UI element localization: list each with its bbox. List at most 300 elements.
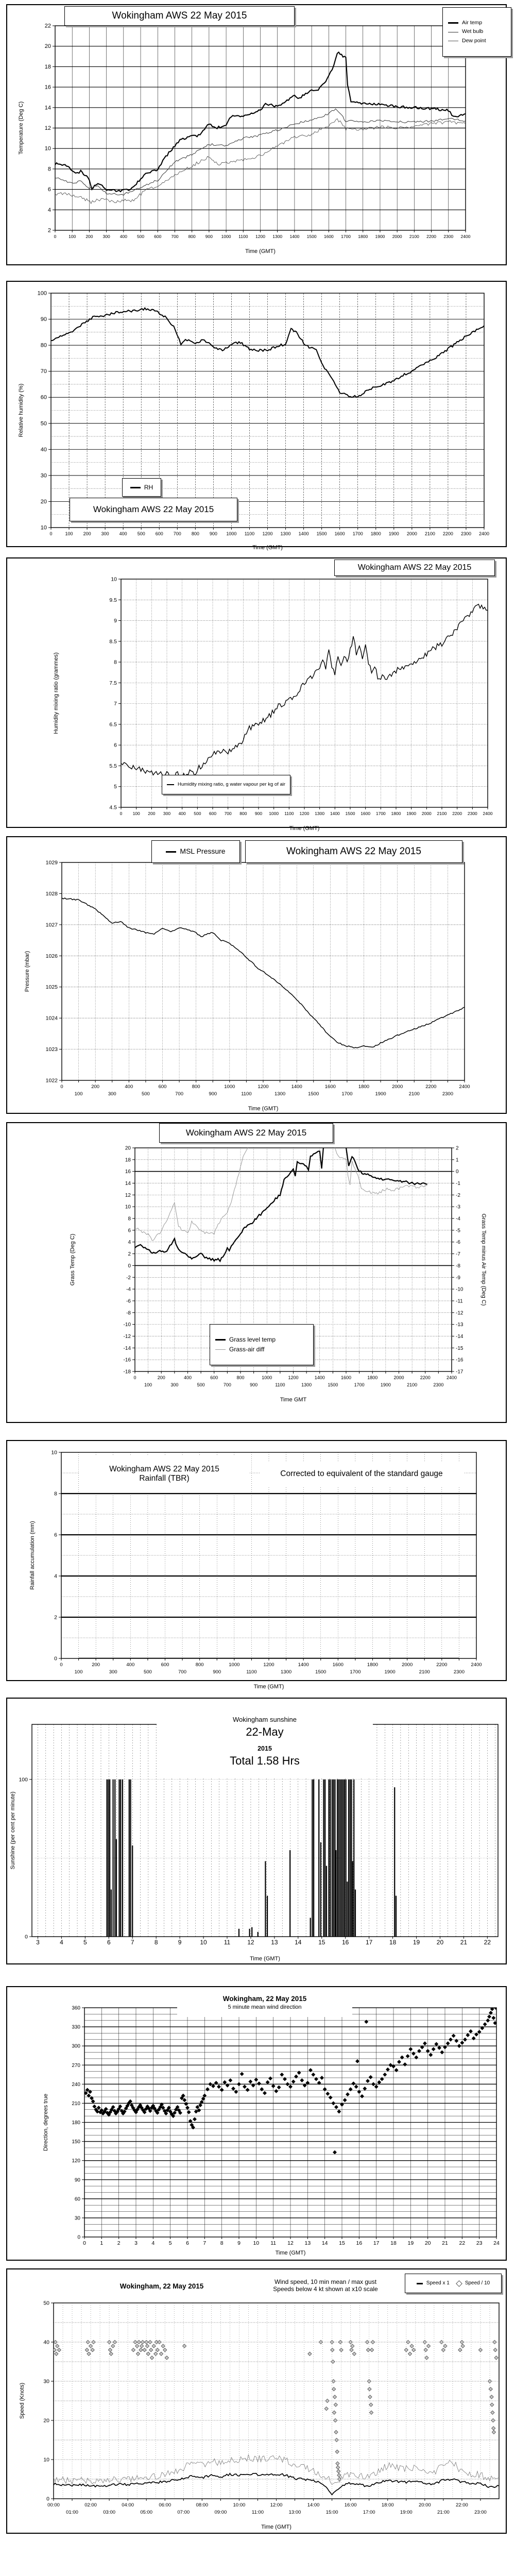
mixing-ratio-legend <box>162 775 290 794</box>
sunshine-total: Total 1.58 Hrs <box>230 1754 300 1767</box>
svg-text:18:00: 18:00 <box>381 2502 394 2508</box>
svg-text:1300: 1300 <box>280 531 291 536</box>
svg-text:2200: 2200 <box>442 531 453 536</box>
svg-text:100: 100 <box>144 1382 152 1387</box>
svg-text:100: 100 <box>132 811 140 816</box>
svg-text:4: 4 <box>47 207 51 213</box>
svg-text:0: 0 <box>60 1084 63 1090</box>
svg-text:1900: 1900 <box>388 531 399 536</box>
svg-text:0: 0 <box>77 2234 80 2241</box>
svg-text:600: 600 <box>155 531 163 536</box>
svg-text:16: 16 <box>342 1939 349 1946</box>
rh-line-icon <box>130 487 141 488</box>
svg-text:Time (GMT): Time (GMT) <box>248 1106 279 1112</box>
svg-text:8: 8 <box>154 1939 158 1946</box>
svg-text:7: 7 <box>114 701 117 707</box>
svg-text:1500: 1500 <box>308 1091 319 1097</box>
rainfall-title-line2: Rainfall (TBR) <box>139 1474 190 1483</box>
svg-text:23: 23 <box>476 2240 483 2246</box>
svg-text:180: 180 <box>72 2120 80 2126</box>
svg-text:70: 70 <box>40 368 47 375</box>
svg-text:-18: -18 <box>123 1369 131 1375</box>
svg-text:400: 400 <box>126 1662 135 1668</box>
svg-text:3: 3 <box>36 1939 40 1946</box>
svg-text:-10: -10 <box>456 1286 464 1293</box>
svg-text:600: 600 <box>158 1084 167 1090</box>
svg-text:1100: 1100 <box>241 1091 252 1097</box>
speed-x1-line-icon <box>417 2283 423 2284</box>
svg-text:0: 0 <box>119 811 123 816</box>
svg-text:2300: 2300 <box>433 1382 444 1387</box>
wind-direction-chart-panel <box>6 1986 507 2261</box>
svg-text:20: 20 <box>43 2417 49 2424</box>
svg-text:7: 7 <box>130 1939 134 1946</box>
wind-speed-chart-panel <box>6 2268 507 2534</box>
svg-text:10: 10 <box>43 2456 49 2463</box>
svg-text:0: 0 <box>25 1934 28 1940</box>
svg-text:2200: 2200 <box>425 1084 437 1090</box>
svg-text:10: 10 <box>253 2240 260 2246</box>
svg-text:1600: 1600 <box>324 1084 336 1090</box>
svg-text:-16: -16 <box>123 1357 131 1363</box>
svg-text:40: 40 <box>40 446 47 453</box>
svg-text:1700: 1700 <box>354 1382 365 1387</box>
svg-text:1100: 1100 <box>238 234 248 239</box>
svg-text:14: 14 <box>321 2240 328 2246</box>
legend-item-mixing-ratio: Humidity mixing ratio, g water vapour per kg of air <box>167 782 285 788</box>
svg-text:22: 22 <box>459 2240 466 2246</box>
svg-text:14:00: 14:00 <box>307 2502 320 2508</box>
svg-text:6: 6 <box>107 1939 111 1946</box>
grass-level-line-icon <box>215 1339 226 1341</box>
svg-text:100: 100 <box>74 1669 83 1675</box>
svg-text:2: 2 <box>47 227 51 234</box>
svg-text:210: 210 <box>72 2100 80 2107</box>
svg-text:900: 900 <box>209 531 217 536</box>
svg-text:1700: 1700 <box>350 1669 361 1675</box>
svg-text:900: 900 <box>213 1669 221 1675</box>
svg-text:16: 16 <box>125 1169 131 1175</box>
svg-text:13: 13 <box>304 2240 311 2246</box>
svg-text:200: 200 <box>157 1375 165 1380</box>
svg-text:0: 0 <box>83 2240 86 2246</box>
svg-text:2100: 2100 <box>407 1382 418 1387</box>
svg-text:Rainfall accumulation (mm): Rainfall accumulation (mm) <box>29 1521 36 1590</box>
temperature-legend <box>442 7 511 57</box>
svg-text:30: 30 <box>40 472 47 479</box>
legend-item-wet-bulb: Wet bulb <box>448 28 483 35</box>
svg-text:800: 800 <box>195 1662 204 1668</box>
sunshine-date: 22-May <box>246 1725 284 1738</box>
svg-text:-16: -16 <box>456 1357 464 1363</box>
svg-text:18: 18 <box>125 1157 131 1163</box>
svg-text:1: 1 <box>100 2240 104 2246</box>
svg-text:1028: 1028 <box>45 890 58 897</box>
svg-text:07:00: 07:00 <box>177 2510 190 2515</box>
svg-text:00:00: 00:00 <box>47 2502 60 2508</box>
svg-text:200: 200 <box>85 234 93 239</box>
svg-text:0: 0 <box>54 234 57 239</box>
svg-text:1700: 1700 <box>375 811 386 816</box>
svg-text:11:00: 11:00 <box>251 2510 264 2515</box>
svg-text:9: 9 <box>237 2240 241 2246</box>
svg-text:12: 12 <box>44 125 51 131</box>
svg-text:11: 11 <box>270 2240 277 2246</box>
svg-text:5: 5 <box>83 1939 87 1946</box>
svg-text:10: 10 <box>40 524 47 531</box>
pressure-chart-title: Wokingham AWS 22 May 2015 <box>245 840 462 863</box>
svg-text:3: 3 <box>134 2240 138 2246</box>
grass-temp-legend <box>210 1324 314 1365</box>
svg-text:19: 19 <box>413 1939 420 1946</box>
svg-text:22:00: 22:00 <box>456 2502 468 2508</box>
svg-text:500: 500 <box>197 1382 205 1387</box>
svg-text:800: 800 <box>191 531 199 536</box>
svg-text:Temperature (Deg C): Temperature (Deg C) <box>18 101 24 155</box>
svg-text:0: 0 <box>49 531 53 536</box>
svg-text:100: 100 <box>37 290 47 297</box>
svg-text:800: 800 <box>239 811 247 816</box>
svg-text:04:00: 04:00 <box>122 2502 134 2508</box>
humidity-chart-title: Wokingham AWS 22 May 2015 <box>70 498 237 521</box>
svg-text:7: 7 <box>203 2240 207 2246</box>
svg-text:21: 21 <box>460 1939 468 1946</box>
svg-text:1900: 1900 <box>384 1669 396 1675</box>
svg-text:1024: 1024 <box>45 1015 58 1022</box>
wind-direction-title: Wokingham, 22 May 2015 <box>222 1995 307 2003</box>
svg-text:Sunshine (per cent per minute): Sunshine (per cent per minute) <box>10 1791 16 1870</box>
svg-text:-4: -4 <box>456 1216 460 1222</box>
svg-text:03:00: 03:00 <box>103 2510 116 2515</box>
svg-text:6.5: 6.5 <box>109 721 117 728</box>
rh-legend <box>122 478 161 497</box>
svg-text:-1: -1 <box>456 1181 460 1187</box>
msl-pressure-line-icon <box>166 851 176 853</box>
svg-text:4.5: 4.5 <box>109 804 117 811</box>
svg-text:5.5: 5.5 <box>109 762 117 769</box>
svg-text:300: 300 <box>108 1091 116 1097</box>
svg-text:8: 8 <box>54 1490 57 1497</box>
svg-text:2: 2 <box>128 1251 131 1258</box>
svg-text:19:00: 19:00 <box>400 2510 413 2515</box>
svg-text:1000: 1000 <box>226 531 237 536</box>
svg-text:1100: 1100 <box>246 1669 257 1675</box>
svg-text:05:00: 05:00 <box>140 2510 153 2515</box>
svg-text:1300: 1300 <box>281 1669 292 1675</box>
svg-text:Time (GMT): Time (GMT) <box>245 248 276 255</box>
svg-text:10: 10 <box>44 145 51 152</box>
svg-text:10:00: 10:00 <box>233 2502 246 2508</box>
wind-speed-title: Wokingham, 22 May 2015 <box>79 2280 244 2292</box>
svg-text:700: 700 <box>223 1382 231 1387</box>
sunshine-year: 2015 <box>258 1744 272 1752</box>
svg-text:700: 700 <box>175 1091 184 1097</box>
svg-text:12: 12 <box>125 1192 131 1198</box>
temperature-chart-svg <box>7 5 506 264</box>
svg-text:2000: 2000 <box>392 1084 403 1090</box>
svg-text:Time (GMT): Time (GMT) <box>275 2250 306 2256</box>
svg-text:2300: 2300 <box>453 1669 465 1675</box>
svg-text:900: 900 <box>254 811 263 816</box>
svg-text:19: 19 <box>407 2240 414 2246</box>
svg-text:17:00: 17:00 <box>363 2510 375 2515</box>
svg-text:Grass Temp minus Air Temp (Deg: Grass Temp minus Air Temp (Deg C) <box>480 1213 487 1306</box>
svg-text:50: 50 <box>43 2300 49 2307</box>
svg-text:1300: 1300 <box>315 811 325 816</box>
svg-text:300: 300 <box>101 531 109 536</box>
svg-text:20: 20 <box>424 2240 431 2246</box>
svg-text:1300: 1300 <box>274 1091 286 1097</box>
svg-text:90: 90 <box>74 2177 80 2183</box>
temperature-title-text: Wokingham AWS 22 May 2015 <box>112 10 247 22</box>
svg-text:1100: 1100 <box>244 531 255 536</box>
legend-item-speed-x1: Speed x 1 <box>417 2280 450 2287</box>
svg-text:13:00: 13:00 <box>288 2510 301 2515</box>
svg-text:16: 16 <box>356 2240 363 2246</box>
svg-text:2400: 2400 <box>446 1375 457 1380</box>
svg-text:2400: 2400 <box>460 234 471 239</box>
svg-text:-7: -7 <box>456 1251 460 1258</box>
svg-text:1200: 1200 <box>258 1084 269 1090</box>
svg-text:100: 100 <box>19 1776 28 1783</box>
svg-text:10: 10 <box>125 1204 131 1210</box>
svg-text:12: 12 <box>287 2240 294 2246</box>
svg-text:1700: 1700 <box>352 531 363 536</box>
svg-text:22: 22 <box>44 23 51 29</box>
svg-text:Time (GMT): Time (GMT) <box>252 545 283 551</box>
wind-speed-note1: Wind speed, 10 min mean / max gust <box>274 2278 377 2285</box>
svg-text:1500: 1500 <box>316 531 327 536</box>
svg-text:300: 300 <box>170 1382 179 1387</box>
wind-direction-title-block <box>177 1988 352 2017</box>
svg-text:1027: 1027 <box>45 922 58 928</box>
svg-text:Direction, degrees true: Direction, degrees true <box>43 2093 49 2151</box>
svg-text:20: 20 <box>44 43 51 50</box>
svg-text:1500: 1500 <box>328 1382 338 1387</box>
svg-text:-13: -13 <box>456 1322 464 1328</box>
svg-text:Grass Temp (Deg C): Grass Temp (Deg C) <box>70 1233 76 1286</box>
svg-text:10: 10 <box>51 1449 57 1456</box>
svg-text:22: 22 <box>484 1939 491 1946</box>
svg-text:17: 17 <box>365 1939 373 1946</box>
svg-text:15: 15 <box>318 1939 325 1946</box>
svg-text:-9: -9 <box>456 1275 460 1281</box>
svg-text:10: 10 <box>111 576 117 583</box>
svg-text:1022: 1022 <box>45 1077 58 1084</box>
svg-text:2200: 2200 <box>436 1662 448 1668</box>
svg-text:6: 6 <box>54 1532 57 1538</box>
svg-text:1600: 1600 <box>334 531 345 536</box>
svg-text:200: 200 <box>148 811 156 816</box>
svg-text:Time (GMT): Time (GMT) <box>289 825 320 832</box>
svg-text:1400: 1400 <box>289 234 300 239</box>
svg-text:360: 360 <box>72 2005 80 2011</box>
svg-text:900: 900 <box>250 1382 258 1387</box>
svg-text:1800: 1800 <box>367 1375 378 1380</box>
svg-text:2100: 2100 <box>409 234 419 239</box>
svg-text:20: 20 <box>40 498 47 505</box>
svg-text:600: 600 <box>209 811 217 816</box>
svg-text:2200: 2200 <box>420 1375 431 1380</box>
svg-text:60: 60 <box>40 394 47 401</box>
svg-text:1700: 1700 <box>341 1091 353 1097</box>
svg-text:100: 100 <box>65 531 73 536</box>
svg-text:21:00: 21:00 <box>437 2510 450 2515</box>
rainfall-note: Corrected to equivalent of the standard gauge <box>260 1462 464 1486</box>
svg-text:1000: 1000 <box>224 1084 235 1090</box>
svg-text:700: 700 <box>224 811 232 816</box>
svg-text:1600: 1600 <box>323 234 334 239</box>
svg-text:500: 500 <box>136 234 145 239</box>
svg-text:14: 14 <box>295 1939 302 1946</box>
svg-text:-11: -11 <box>456 1298 463 1304</box>
svg-text:2000: 2000 <box>392 234 402 239</box>
svg-text:15: 15 <box>339 2240 345 2246</box>
svg-text:Time (GMT): Time (GMT) <box>250 1956 280 1962</box>
svg-text:700: 700 <box>178 1669 187 1675</box>
svg-text:1700: 1700 <box>341 234 351 239</box>
pressure-legend <box>151 840 240 863</box>
svg-text:1100: 1100 <box>275 1382 285 1387</box>
svg-text:1800: 1800 <box>391 811 401 816</box>
svg-text:8: 8 <box>47 166 51 173</box>
svg-text:0: 0 <box>54 1655 57 1662</box>
svg-text:20: 20 <box>436 1939 444 1946</box>
svg-text:400: 400 <box>183 1375 192 1380</box>
svg-text:1000: 1000 <box>262 1375 272 1380</box>
sunshine-title: Wokingham sunshine <box>232 1715 297 1723</box>
svg-text:1600: 1600 <box>360 811 371 816</box>
svg-text:300: 300 <box>163 811 171 816</box>
svg-text:-3: -3 <box>456 1204 460 1210</box>
svg-text:6: 6 <box>47 187 51 193</box>
svg-text:-10: -10 <box>123 1322 131 1328</box>
svg-text:2: 2 <box>456 1145 459 1151</box>
svg-text:7.5: 7.5 <box>109 680 117 686</box>
air-temp-line-icon <box>448 22 458 24</box>
svg-text:-14: -14 <box>123 1345 131 1351</box>
svg-text:6: 6 <box>114 742 117 749</box>
svg-text:40: 40 <box>43 2339 49 2346</box>
svg-text:2000: 2000 <box>421 811 432 816</box>
svg-text:20:00: 20:00 <box>418 2502 431 2508</box>
svg-text:2100: 2100 <box>424 531 435 536</box>
svg-text:900: 900 <box>205 234 213 239</box>
sunshine-title-block <box>157 1705 373 1778</box>
svg-text:1100: 1100 <box>284 811 294 816</box>
svg-text:1500: 1500 <box>315 1669 327 1675</box>
rainfall-chart-panel <box>6 1440 507 1690</box>
svg-text:23:00: 23:00 <box>474 2510 487 2515</box>
svg-text:Time (GMT): Time (GMT) <box>253 1684 284 1690</box>
svg-text:2100: 2100 <box>408 1091 420 1097</box>
legend-item-air-temp: Air temp <box>448 20 482 26</box>
temperature-chart-title <box>64 6 295 26</box>
svg-text:0: 0 <box>46 2496 49 2502</box>
wind-speed-note2: Speeds below 4 kt shown at x10 scale <box>273 2285 378 2293</box>
legend-item-speed-div10: Speed / 10 <box>457 2280 490 2287</box>
svg-text:1029: 1029 <box>45 859 58 866</box>
rainfall-chart-title-block <box>79 1455 249 1493</box>
svg-text:9: 9 <box>178 1939 182 1946</box>
svg-text:500: 500 <box>143 1669 152 1675</box>
svg-text:1400: 1400 <box>298 1662 309 1668</box>
svg-text:1000: 1000 <box>269 811 279 816</box>
svg-text:14: 14 <box>44 105 51 111</box>
wind-speed-chart-svg <box>7 2269 506 2533</box>
svg-text:16:00: 16:00 <box>344 2502 357 2508</box>
pressure-chart-panel <box>6 836 507 1114</box>
svg-text:9.5: 9.5 <box>109 597 117 603</box>
svg-text:-2: -2 <box>456 1192 460 1198</box>
svg-text:2300: 2300 <box>460 531 471 536</box>
grass-air-diff-line-icon <box>215 1349 226 1350</box>
svg-text:1600: 1600 <box>340 1375 352 1380</box>
svg-text:400: 400 <box>125 1084 133 1090</box>
svg-text:330: 330 <box>72 2024 80 2030</box>
svg-text:-6: -6 <box>456 1240 460 1246</box>
svg-text:18: 18 <box>44 63 51 70</box>
svg-text:1200: 1200 <box>255 234 265 239</box>
svg-text:Speed (Knots): Speed (Knots) <box>19 2382 25 2419</box>
svg-text:15:00: 15:00 <box>325 2510 338 2515</box>
svg-text:2100: 2100 <box>419 1669 430 1675</box>
wind-direction-subtitle: 5 minute mean wind direction <box>228 2004 302 2010</box>
wind-speed-legend <box>405 2274 502 2293</box>
svg-text:5: 5 <box>168 2240 172 2246</box>
svg-text:1300: 1300 <box>301 1382 312 1387</box>
svg-text:1800: 1800 <box>370 531 381 536</box>
svg-text:-12: -12 <box>123 1333 131 1340</box>
svg-text:-14: -14 <box>456 1333 464 1340</box>
svg-text:60: 60 <box>74 2196 80 2202</box>
svg-text:-6: -6 <box>126 1298 131 1304</box>
speed-div10-diamond-icon <box>456 2280 462 2287</box>
svg-text:100: 100 <box>74 1091 83 1097</box>
svg-text:800: 800 <box>188 234 196 239</box>
svg-text:1900: 1900 <box>406 811 417 816</box>
svg-text:150: 150 <box>72 2139 80 2145</box>
svg-text:0: 0 <box>60 1662 63 1668</box>
svg-text:2300: 2300 <box>467 811 477 816</box>
legend-item-grass-air-diff: Grass-air diff <box>215 1346 264 1353</box>
svg-text:2: 2 <box>54 1614 57 1621</box>
svg-text:-17: -17 <box>456 1369 464 1375</box>
svg-text:21: 21 <box>442 2240 448 2246</box>
svg-text:1026: 1026 <box>45 953 58 959</box>
svg-text:Time GMT: Time GMT <box>280 1397 307 1403</box>
svg-text:12: 12 <box>247 1939 254 1946</box>
svg-text:2300: 2300 <box>442 1091 453 1097</box>
svg-text:Relative humidity (%): Relative humidity (%) <box>18 383 24 437</box>
svg-text:-5: -5 <box>456 1228 460 1234</box>
svg-text:-8: -8 <box>126 1310 131 1316</box>
svg-text:0: 0 <box>128 1263 131 1269</box>
svg-text:200: 200 <box>91 1084 100 1090</box>
svg-text:1200: 1200 <box>288 1375 299 1380</box>
svg-text:2000: 2000 <box>406 531 417 536</box>
svg-text:800: 800 <box>192 1084 200 1090</box>
svg-text:1: 1 <box>456 1157 459 1163</box>
svg-text:2400: 2400 <box>459 1084 470 1090</box>
svg-text:1023: 1023 <box>45 1046 58 1053</box>
wind-speed-note-block <box>248 2274 403 2297</box>
svg-text:700: 700 <box>171 234 179 239</box>
svg-text:2100: 2100 <box>437 811 447 816</box>
svg-text:800: 800 <box>236 1375 245 1380</box>
svg-text:300: 300 <box>109 1669 117 1675</box>
svg-text:2200: 2200 <box>452 811 462 816</box>
